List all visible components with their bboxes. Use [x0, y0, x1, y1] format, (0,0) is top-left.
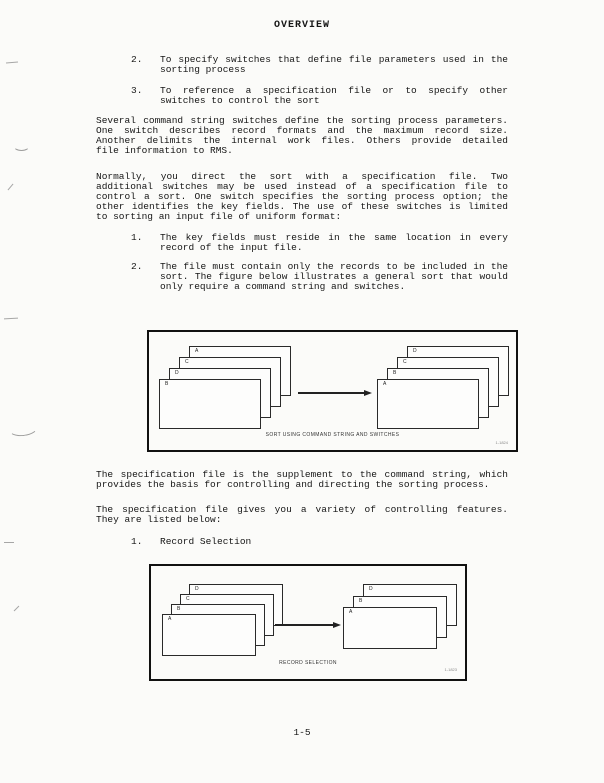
record-label: B [359, 598, 363, 604]
list-text [160, 537, 508, 547]
record-label: D [195, 586, 199, 592]
list-number: 1. [131, 232, 143, 243]
margin-mark [13, 140, 30, 151]
text-line: sorting process [160, 64, 246, 75]
record-label: D [413, 348, 417, 354]
record-card [377, 379, 479, 429]
text-line: other identifies the key fields. The use of these switches is limited [96, 201, 508, 212]
text-line: The file must contain only the records to be included in the [160, 261, 508, 272]
text-line: provides the basis for controlling and directing the sorting process. [96, 479, 490, 490]
text-line: The specification file gives you a variety of controlling features. [96, 504, 508, 515]
text-line: They are listed below: [96, 514, 222, 525]
record-label: C [403, 359, 407, 365]
arrow-right-icon [333, 622, 341, 628]
text-line: only require a command string and switches. [160, 281, 406, 292]
list-item [131, 233, 508, 253]
list-number: 2. [131, 261, 143, 272]
record-label: B [393, 370, 397, 376]
text-line: The specification file is the supplement to the command string, which [96, 469, 508, 480]
margin-mark [14, 606, 20, 612]
record-label: B [177, 606, 181, 612]
page-header: OVERVIEW [273, 20, 330, 31]
figure-caption: SORT USING COMMAND STRING AND SWITCHES [265, 432, 400, 438]
text-line: One switch describes record formats and the maximum record size. [96, 125, 508, 136]
list-item [131, 262, 508, 292]
record-label: A [168, 616, 172, 622]
margin-mark [8, 184, 14, 191]
list-item [131, 86, 508, 106]
text-line: The key fields must reside in the same location in every [160, 232, 508, 243]
text-line: additional switches may be used instead of a specification file to [96, 181, 508, 192]
list-text [160, 262, 508, 292]
paragraph [96, 116, 508, 156]
list-text [160, 233, 508, 253]
arrow-right-icon [364, 390, 372, 396]
paragraph [96, 172, 508, 222]
record-label: D [369, 586, 373, 592]
record-label: A [195, 348, 199, 354]
margin-mark [6, 61, 18, 63]
list-number: 2. [131, 54, 143, 65]
text-line: Normally, you direct the sort with a specification file. Two [96, 171, 508, 182]
list-item [131, 55, 508, 75]
page-number: 1-5 [293, 727, 311, 738]
text-line: file information to RMS. [96, 145, 233, 156]
text-line: To reference a specification file or to specify other [160, 85, 508, 96]
figure-id: 1-1823 [444, 667, 457, 672]
list-text [160, 55, 508, 75]
text-line: Record Selection [160, 536, 252, 547]
margin-mark [4, 318, 18, 320]
margin-mark [4, 542, 14, 543]
record-card [162, 614, 256, 656]
text-line: sort. The figure below illustrates a general sort that would [160, 271, 508, 282]
paragraph [96, 470, 508, 490]
text-line: To specify switches that define file parameters used in the [160, 54, 508, 65]
paragraph [96, 505, 508, 525]
record-label: C [186, 596, 190, 602]
text-line: control a sort. One switch specifies the sorting process option; the [96, 191, 508, 202]
record-label: B [165, 381, 169, 387]
record-label: C [185, 359, 189, 365]
arrow-right-icon [298, 392, 364, 394]
figure-caption: RECORD SELECTION [279, 660, 337, 666]
record-card [343, 607, 437, 649]
record-label: A [383, 381, 387, 387]
record-card [159, 379, 261, 429]
figure-sort [147, 330, 518, 452]
list-item [131, 537, 508, 547]
text-line: switches to control the sort [160, 95, 320, 106]
figure-record-selection [149, 564, 467, 681]
text-line: Another delimits the internal work files. Others provide detailed [96, 135, 508, 146]
text-line: Several command string switches define the sorting process parameters. [96, 115, 508, 126]
record-label: A [349, 609, 353, 615]
text-line: record of the input file. [160, 242, 303, 253]
margin-mark [7, 418, 39, 437]
record-label: D [175, 370, 179, 376]
text-line: to sorting an input file of uniform format: [96, 211, 342, 222]
arrow-right-icon [275, 624, 333, 626]
list-number: 3. [131, 85, 143, 96]
list-text [160, 86, 508, 106]
figure-id: 1-1824 [495, 440, 508, 445]
list-number: 1. [131, 536, 143, 547]
